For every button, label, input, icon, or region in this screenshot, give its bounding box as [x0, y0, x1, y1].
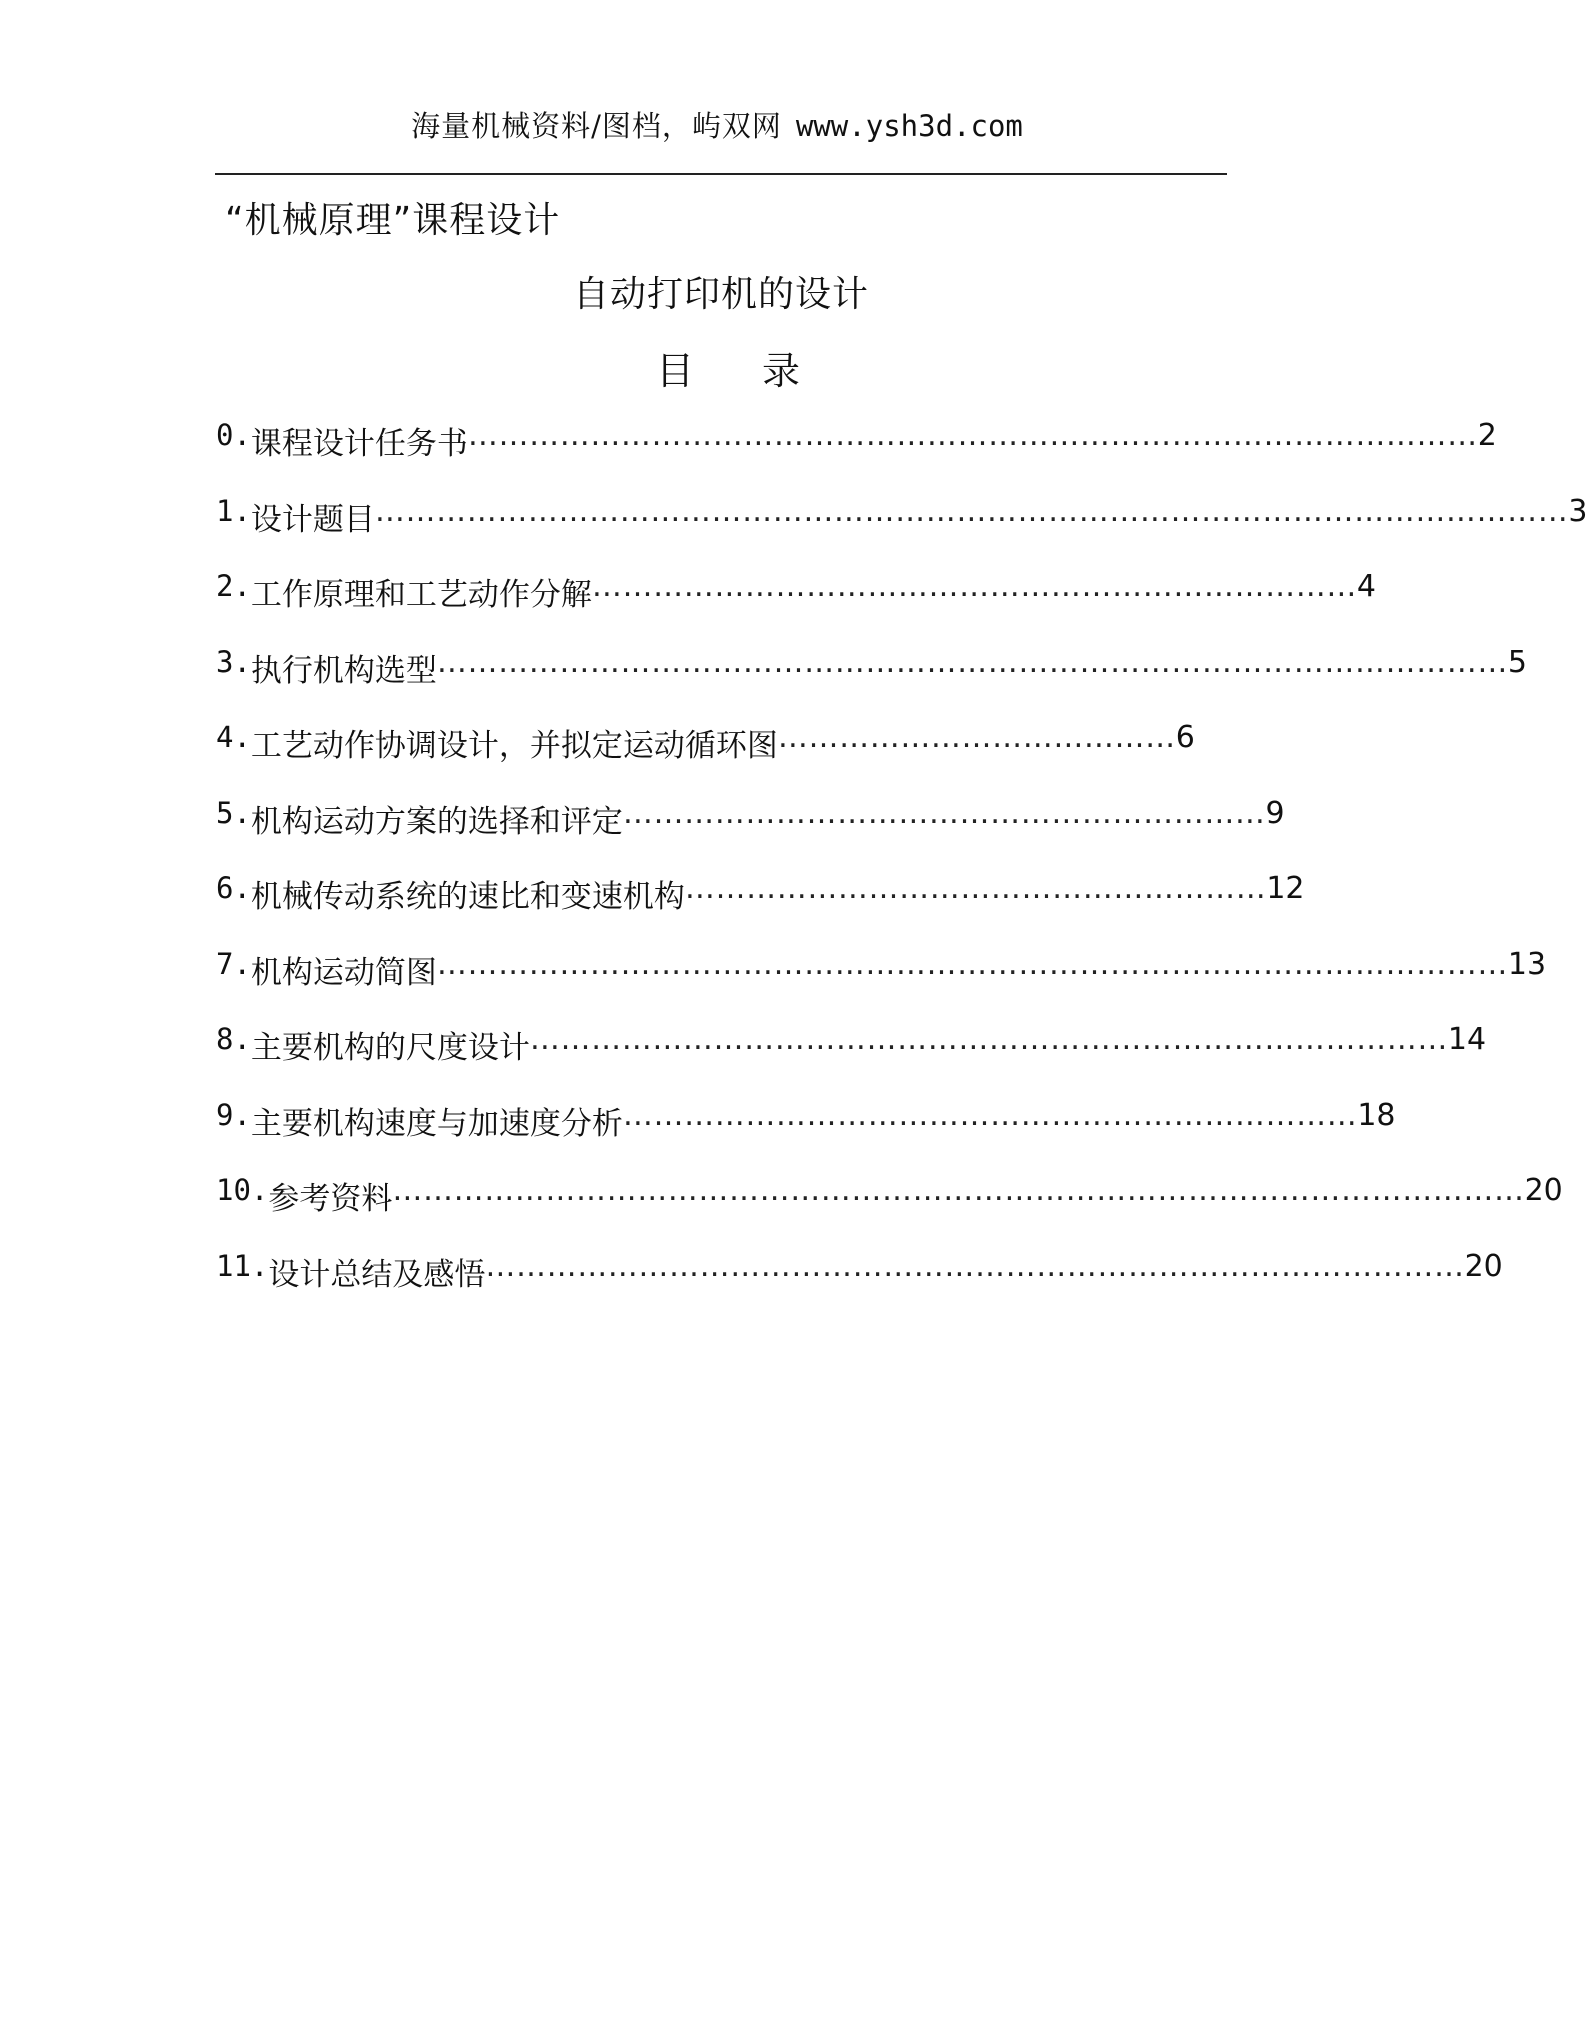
toc-entry [216, 1022, 1587, 1098]
toc-entry [216, 1249, 1587, 1325]
toc-dot-leader: ………………………………………………………………………………………………… [392, 1173, 1525, 1208]
toc-dot-leader: ………………………………… [777, 720, 1176, 755]
toc-entry-number: 4. [216, 720, 251, 754]
toc-dot-leader: ………………………………………………………………… [591, 569, 1357, 604]
toc-dot-leader: ……………………………………………………………………………… [529, 1022, 1448, 1057]
toc-entry-title: 设计题目 [250, 501, 375, 538]
toc-entry-page: 9 [1265, 795, 1285, 831]
toc-entry-page: 12 [1266, 871, 1305, 906]
toc-dot-leader: …………………………………………………………………………………………… [436, 644, 1508, 680]
toc-heading: 目 录 [655, 349, 829, 393]
toc-entry-title: 主要机构速度与加速度分析 [250, 1105, 623, 1142]
project-title: 自动打印机的设计 [572, 274, 869, 315]
toc-dot-leader: ……………………………………………………………………………………… [467, 418, 1478, 453]
toc-entry [216, 494, 1587, 570]
toc-entry-number: 2. [216, 569, 251, 603]
toc-entry-number: 6. [216, 871, 251, 905]
toc-entry [216, 947, 1587, 1023]
toc-dot-leader: ………………………………………………… [684, 871, 1267, 906]
toc-entry [216, 720, 1587, 796]
toc-entry [216, 1173, 1587, 1249]
toc-entry-page: 13 [1507, 946, 1547, 982]
toc-entry [216, 871, 1587, 947]
toc-entry [216, 569, 1587, 645]
table-of-contents [216, 418, 1587, 1324]
toc-entry-title: 机械传动系统的速比和变速机构 [250, 879, 685, 915]
toc-entry-page: 4 [1356, 569, 1377, 604]
toc-entry-number: 1. [216, 493, 251, 528]
header-url: www.ysh3d.com [795, 109, 1023, 143]
toc-entry-page: 18 [1357, 1097, 1396, 1133]
header-divider [215, 173, 1227, 175]
toc-entry-title: 机构运动方案的选择和评定 [250, 803, 623, 840]
toc-entry [216, 1098, 1587, 1174]
toc-dot-leader: ……………………………………………………………… [622, 1097, 1358, 1133]
toc-entry-number: 3. [216, 644, 251, 679]
toc-dot-leader: ……………………………………………………… [622, 795, 1266, 831]
toc-entry-number: 10. [216, 1173, 269, 1207]
toc-entry-number: 7. [216, 946, 251, 981]
toc-entry [216, 796, 1587, 872]
page-header [0, 104, 1434, 145]
toc-entry-page: 20 [1464, 1248, 1503, 1284]
toc-entry-title: 参考资料 [268, 1181, 393, 1217]
toc-entry-page: 5 [1507, 644, 1528, 680]
toc-entry-number: 0. [216, 418, 251, 452]
toc-entry-number: 8. [216, 1022, 251, 1056]
toc-entry-title: 工作原理和工艺动作分解 [250, 577, 592, 613]
toc-entry-page: 20 [1524, 1173, 1563, 1208]
toc-entry-title: 执行机构选型 [250, 652, 437, 689]
toc-entry-page: 2 [1477, 418, 1497, 453]
toc-entry-page: 3 [1568, 493, 1587, 529]
toc-entry-number: 9. [216, 1097, 251, 1132]
toc-entry-title: 工艺动作协调设计，并拟定运动循环图 [250, 728, 778, 764]
course-title: “机械原理”课程设计 [225, 200, 561, 241]
toc-entry-page: 14 [1447, 1022, 1487, 1057]
toc-dot-leader: ……………………………………………………………………………………………………… [374, 493, 1569, 529]
toc-entry-page: 6 [1175, 720, 1195, 755]
header-site-text: 海量机械资料/图档，屿双网 [411, 109, 782, 143]
toc-dot-leader: …………………………………………………………………………………… [485, 1248, 1465, 1284]
toc-entry-title: 机构运动简图 [250, 954, 437, 991]
toc-entry-title: 设计总结及感悟 [268, 1256, 486, 1293]
toc-entry [216, 645, 1587, 721]
toc-entry-number: 5. [216, 795, 251, 830]
toc-entry-number: 11. [216, 1248, 269, 1283]
toc-entry-title: 主要机构的尺度设计 [250, 1030, 530, 1066]
toc-dot-leader: …………………………………………………………………………………………… [436, 946, 1508, 982]
toc-entry [216, 418, 1587, 494]
toc-entry-title: 课程设计任务书 [250, 426, 468, 462]
